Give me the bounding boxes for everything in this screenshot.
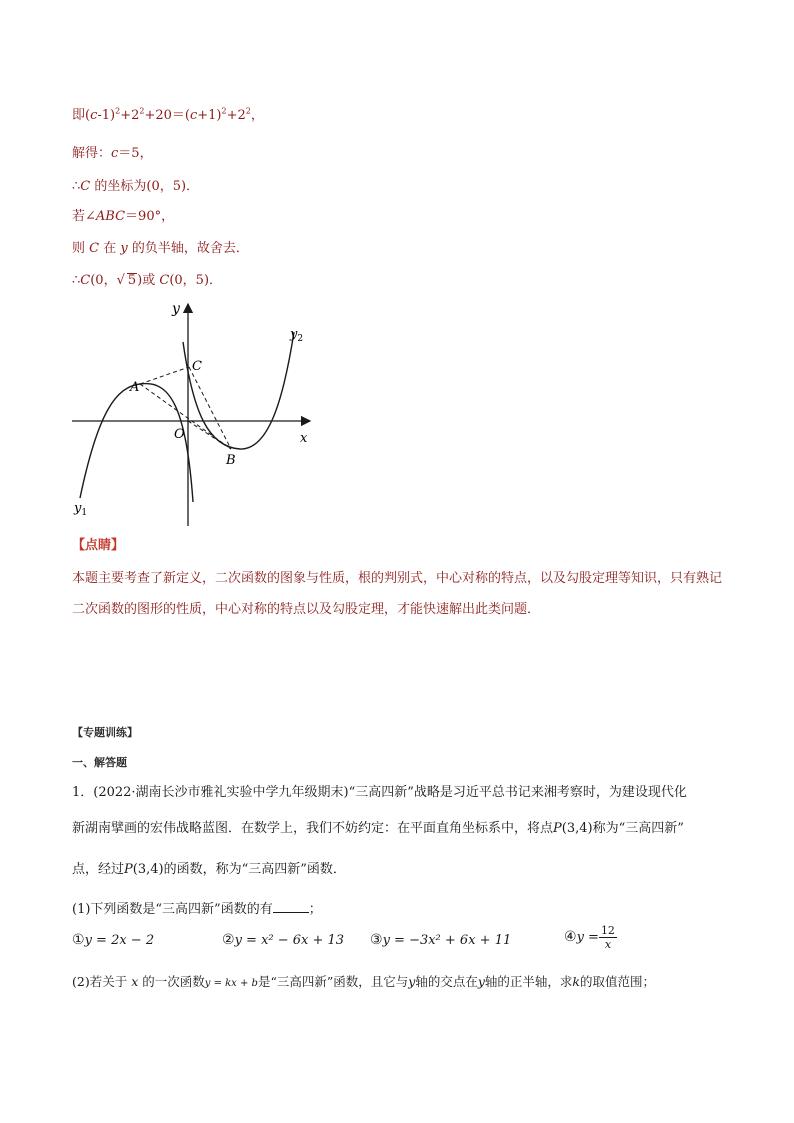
segment-ob xyxy=(188,421,231,449)
origin-label: O xyxy=(174,427,185,442)
sqrt-five: 5 xyxy=(127,273,137,288)
curve-y2-label: $y_2$ xyxy=(290,327,304,344)
point-a-label: A xyxy=(130,380,140,395)
point-c-label: C xyxy=(192,359,202,374)
solution-line-1: 即$(c-1)^2+2^2+20=(c+1)^2+2^2$， xyxy=(72,106,264,123)
option-4: ④y = $\frac{12}{x}$ xyxy=(564,924,615,951)
solution-line-3: ∴C 的坐标为(0，5)． xyxy=(72,179,200,194)
option-3: ③y = −3x² + 6x + 11 xyxy=(370,932,512,948)
solution-line-6: ∴C(0，√ 5)或 C(0，5)． xyxy=(72,273,223,288)
dianjing-text: 本题主要考查了新定义，二次函数的图象与性质，根的判别式，中心对称的特点，以及勾股定理等知识，只有熟记二次函数的图形的性质，中心对称的特点以及勾股定理，才能快速解出此类问题． xyxy=(72,571,723,617)
curve-y1-label: $y_1$ xyxy=(74,501,88,518)
question-1-line-2: 新湖南擘画的宏伟战略蓝图．在数学上，我们不妨约定：在平面直角坐标系中，将点P(3,4)称为“三高四新” xyxy=(72,821,684,836)
training-title: 【专题训练】 xyxy=(72,726,138,739)
solution-line-2: 解得：c＝5， xyxy=(72,146,153,161)
answer-blank[interactable] xyxy=(273,900,309,913)
section-heading: 一、解答题 xyxy=(72,756,127,769)
curve-y1 xyxy=(80,384,193,502)
option-2: ②y = x² − 6x + 13 xyxy=(222,932,345,948)
solution-line-4: 若∠ABC＝90°， xyxy=(72,209,175,224)
segment-ac xyxy=(140,367,189,384)
sub-question-1: (1)下列函数是“三高四新”函数的有 ； xyxy=(72,902,322,917)
segment-cb xyxy=(189,367,231,449)
y-axis-label: y xyxy=(172,301,180,317)
function-graph xyxy=(68,292,318,532)
dianjing-label: 【点睛】 xyxy=(72,538,125,553)
curve-y2 xyxy=(183,332,294,449)
fraction: $\frac{12}{x}$ xyxy=(600,924,615,951)
option-1: ①y = 2x − 2 xyxy=(72,932,155,948)
solution-line-5: 则 C 在 y 的负半轴，故舍去． xyxy=(72,241,249,256)
sub-question-2: (2)若关于 x 的一次函数y = kx + b是“三高四新”函数，且它与y轴的交点在y轴的正半轴，求k的取值范围； xyxy=(72,974,656,989)
point-b-label: B xyxy=(226,453,236,468)
x-axis-label: x xyxy=(300,431,308,446)
question-1-line-3: 点，经过P(3,4)的函数，称为“三高四新”函数． xyxy=(72,862,346,877)
question-1-line-1: 1．(2022·湖南长沙市雅礼实验中学九年级期末)“三高四新”战略是习近平总书记来湘考察时，为建设现代化 xyxy=(72,785,687,800)
